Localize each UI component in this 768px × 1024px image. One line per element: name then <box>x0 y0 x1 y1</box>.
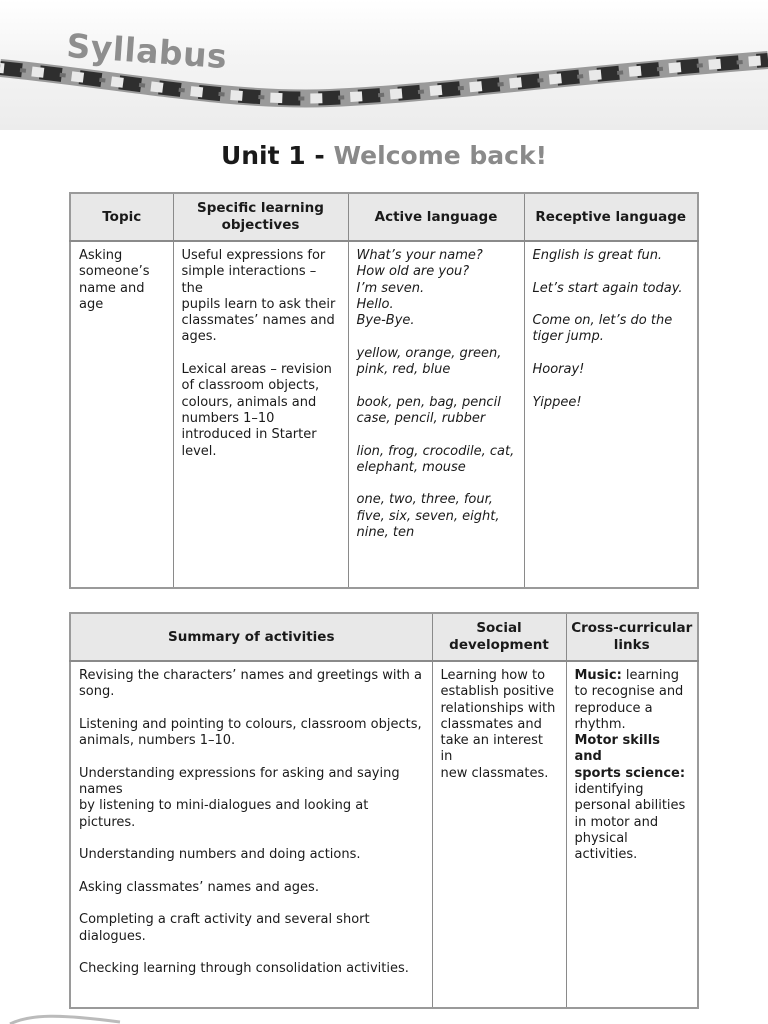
receptive-language-item: Let’s start again today. <box>532 280 683 296</box>
receptive-language-item: Hooray! <box>532 362 585 378</box>
table-header-row <box>70 193 698 241</box>
objectives-table <box>69 192 699 589</box>
unit-subtitle: Welcome back! <box>333 141 548 170</box>
cross-curricular-text: learning to recognise and reproduce a rhythm. <box>574 668 684 732</box>
cross-curricular-text: identifying personal abilities in motor and physical activities. <box>574 782 686 863</box>
active-language-cell <box>348 241 524 588</box>
activities-cell <box>70 661 432 1008</box>
receptive-language-item: Yippee! <box>532 394 582 410</box>
activity-item: Understanding expressions for asking and saying names by listening to mini-dialogues and looking at pictures. <box>79 765 400 830</box>
col-header-social-development: Social development <box>432 613 566 661</box>
activity-item: Completing a craft activity and several short dialogues. <box>79 912 370 944</box>
objective-item: Useful expressions for simple interactions – the pupils learn to ask their classmates’ names and ages. <box>181 248 336 345</box>
active-language-item: one, two, three, four, five, six, seven, eight, nine, ten <box>356 492 500 541</box>
table-row <box>70 661 698 1008</box>
activity-item: Asking classmates’ names and ages. <box>79 879 319 895</box>
social-development-cell <box>432 661 566 1008</box>
receptive-language-cell <box>524 241 698 588</box>
receptive-language-item: Come on, let’s do the tiger jump. <box>532 313 673 345</box>
section-title: Syllabus <box>65 26 229 77</box>
table-header-row <box>70 613 698 661</box>
objectives-cell <box>173 241 348 588</box>
cross-curricular-cell <box>566 661 698 1008</box>
receptive-language-item: English is great fun. <box>532 248 663 263</box>
col-header-summary: Summary of activities <box>70 613 432 661</box>
objective-item: Lexical areas – revision of classroom objects, colours, animals and numbers 1–10 introduced in Starter level. <box>181 362 332 459</box>
cross-curricular-label: Music: <box>574 668 622 683</box>
col-header-cross-curricular: Cross-curricular links <box>566 613 698 661</box>
unit-number: Unit 1 <box>220 141 306 170</box>
col-header-active-language: Active language <box>348 193 524 241</box>
active-language-item: yellow, orange, green, pink, red, blue <box>356 345 502 378</box>
activity-item: Understanding numbers and doing actions. <box>79 847 361 863</box>
activities-table <box>69 612 699 1009</box>
unit-title <box>0 141 768 170</box>
table-row <box>70 241 698 588</box>
active-language-item: book, pen, bag, pencil case, pencil, rubber <box>356 394 501 426</box>
col-header-receptive-language: Receptive language <box>524 193 698 241</box>
cross-curricular-item <box>575 668 690 733</box>
active-language-item: What’s your name? How old are you? I’m seven. Hello. Bye-Bye. <box>356 248 483 329</box>
footer-decoration <box>0 1014 140 1024</box>
social-development-text: Learning how to establish positive relationships with classmates and take an interest in new classmates. <box>440 668 556 781</box>
col-header-objectives: Specific learning objectives <box>173 193 348 241</box>
active-language-item: lion, frog, crocodile, cat, elephant, mouse <box>356 443 515 475</box>
cross-curricular-item <box>575 733 690 863</box>
activity-item: Revising the characters’ names and greetings with a song. <box>79 668 422 700</box>
unit-separator: - <box>314 141 325 170</box>
col-header-topic: Topic <box>70 193 173 241</box>
activity-item: Listening and pointing to colours, classroom objects, animals, numbers 1–10. <box>79 716 422 749</box>
topic-text: Asking someone’s name and age <box>79 248 150 312</box>
activity-item: Checking learning through consolidation activities. <box>79 961 409 977</box>
topic-cell <box>70 241 173 588</box>
cross-curricular-label: Motor skills and sports science: <box>574 733 686 781</box>
